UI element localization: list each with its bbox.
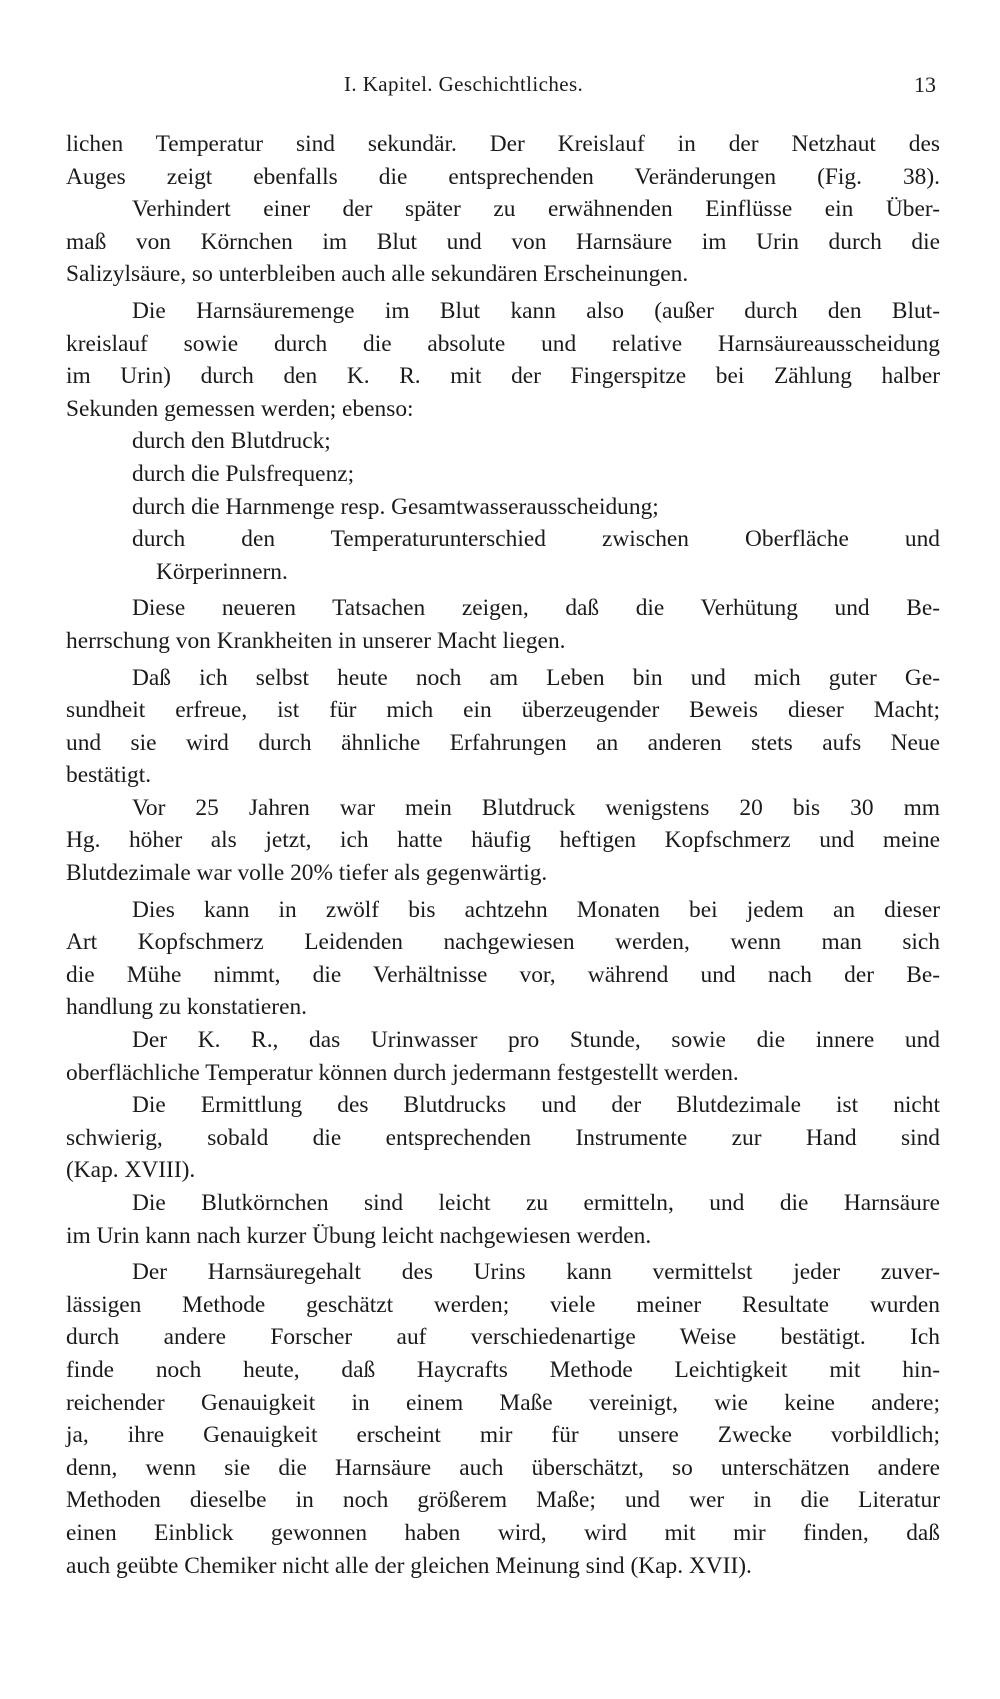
text-line: Die Ermittlung des Blutdrucks und der Blutdezimale ist nicht [132,1092,940,1119]
text-line: und sie wird durch ähnliche Erfahrungen an anderen stets aufs Neue [66,729,940,756]
text-line: einen Einblick gewonnen haben wird, wird mit mir finden, daß [66,1519,940,1546]
paragraph-continuation [66,128,940,193]
text-line: ja, ihre Genauigkeit erscheint mir für unsere Zwecke vorbildlich; [66,1422,940,1449]
list-item-continuation: Körperinnern. [156,558,288,585]
text-line: lässigen Methode geschätzt werden; viele meiner Resultate wurden [66,1291,940,1318]
text-line: Sekunden gemessen werden; ebenso: [66,395,414,422]
text-line: auch geübte Chemiker nicht alle der gleichen Meinung sind (Kap. XVII). [66,1552,752,1579]
text-line: bestätigt. [66,762,152,789]
running-title: I. Kapitel. Geschichtliches. [344,72,584,96]
measurement-list [66,425,940,588]
paragraph [66,894,940,1024]
text-line: Art Kopfschmerz Leidenden nachgewiesen werden, wenn man sich [66,929,940,956]
text-line: lichen Temperatur sind sekundär. Der Kreislauf in der Netzhaut des [66,131,940,157]
text-line: Blutdezimale war volle 20% tiefer als gegenwärtig. [66,860,548,887]
text-line: reichender Genauigkeit in einem Maße vereinigt, wie keine andere; [66,1389,940,1416]
text-line: schwierig, sobald die entsprechenden Instrumente zur Hand sind [66,1124,940,1151]
text-line: Der K. R., das Urinwasser pro Stunde, sowie die innere und [132,1027,940,1054]
text-line: Die Harnsäuremenge im Blut kann also (außer durch den Blut- [132,297,940,324]
text-line: herrschung von Krankheiten in unserer Macht liegen. [66,627,566,654]
text-line: Die Blutkörnchen sind leicht zu ermitteln, und die Harnsäure [132,1190,940,1216]
body-text [66,128,940,1582]
text-line: Diese neueren Tatsachen zeigen, daß die Verhütung und Be- [132,595,940,622]
list-item: durch die Pulsfrequenz; [132,460,355,487]
text-line: (Kap. XVIII). [66,1157,196,1184]
text-line: die Mühe nimmt, die Verhältnisse vor, während und nach der Be- [66,961,940,988]
text-line: Dies kann in zwölf bis achtzehn Monaten bei jedem an dieser [132,896,940,923]
text-line: Daß ich selbst heute noch am Leben bin und mich guter Ge- [132,664,940,691]
paragraph [66,662,940,792]
text-line: sundheit erfreue, ist für mich ein überzeugender Beweis dieser Macht; [66,697,940,724]
paragraph [66,1024,940,1089]
paragraph [66,792,940,890]
text-line: Der Harnsäuregehalt des Urins kann vermittelst jeder zuver- [132,1259,940,1286]
text-line: Methoden dieselbe in noch größerem Maße; und wer in die Literatur [66,1487,940,1514]
text-line: maß von Körnchen im Blut und von Harnsäure im Urin durch die [66,228,940,255]
text-line: Vor 25 Jahren war mein Blutdruck wenigstens 20 bis 30 mm [132,794,940,821]
page-header [66,72,940,102]
text-line: denn, wenn sie die Harnsäure auch überschätzt, so unterschätzen andere [66,1454,940,1481]
text-line: im Urin kann nach kurzer Übung leicht nachgewiesen werden. [66,1222,652,1249]
text-line: finde noch heute, daß Haycrafts Methode Leichtigkeit mit hin- [66,1356,940,1383]
paragraph [66,1089,940,1187]
paragraph [66,295,940,425]
paragraph [66,592,940,657]
text-line: Auges zeigt ebenfalls die entsprechenden Veränderungen (Fig. 38). [66,163,940,190]
text-line: kreislauf sowie durch die absolute und relative Harnsäureausscheidung [66,330,940,357]
text-line: Hg. höher als jetzt, ich hatte häufig heftigen Kopfschmerz und meine [66,827,940,854]
list-item: durch den Blutdruck; [132,428,331,455]
list-item: durch den Temperaturunterschied zwischen Oberfläche und [132,526,940,553]
paragraph [66,193,940,291]
paragraph [66,1187,940,1252]
text-line: handlung zu konstatieren. [66,994,307,1021]
text-line: oberflächliche Temperatur können durch jedermann festgestellt werden. [66,1059,739,1086]
paragraph [66,1256,940,1582]
page-number: 13 [914,72,936,97]
text-line: durch andere Forscher auf verschiedenartige Weise bestätigt. Ich [66,1324,940,1351]
list-item: durch die Harnmenge resp. Gesamtwasserausscheidung; [132,493,659,520]
text-line: Verhindert einer der später zu erwähnenden Einflüsse ein Über- [132,196,940,223]
text-line: im Urin) durch den K. R. mit der Fingerspitze bei Zählung halber [66,363,940,390]
text-line: Salizylsäure, so unterbleiben auch alle sekundären Erscheinungen. [66,261,689,288]
